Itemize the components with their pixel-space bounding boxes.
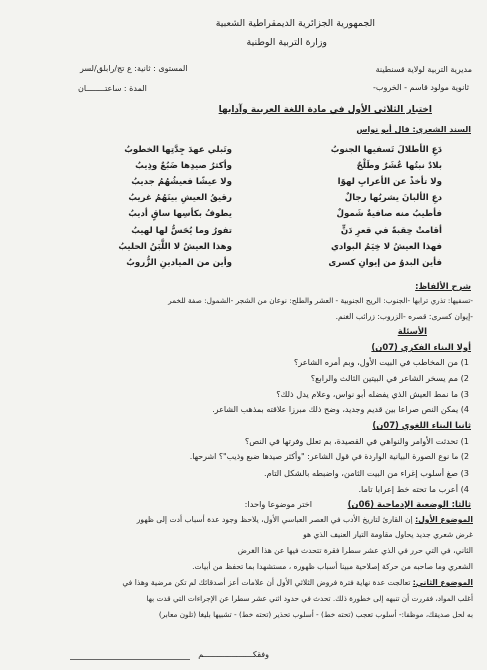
section1-q3: 3) ما نمط العيش الذي يفضله أبو نواس، وعلام يدل ذلك؟ [276,389,469,399]
topic1-line1: إن القارئ لتاريخ الأدب في العصر العباسي الأول، يلاحظ وجود عدة أسباب أدت إلى ظهور [136,515,413,524]
republic-title: الجمهورية الجزائرية الديمقراطية الشعبية [215,18,375,29]
footer-sign: وفقكـــــــــــــــــــــم [198,650,269,659]
section3-intro: اختر موضوعا واحدا: [244,499,312,509]
topic1-block [137,515,473,524]
verse-right-6: أقامتْ حِقبةً في قعرِ دَنٍّ [340,226,442,236]
section2-q1: 1) تحدثت الأوامر والنواهي في القصيدة، بم تعلل وفرتها في النص؟ [244,436,469,446]
topic1-line2: غرض شعري جديد يحاول مقاومة التيار العنيف الذي هو [303,530,473,539]
section2-title: ثانيا البناء اللغوي (07ن) [372,420,471,430]
topic2-block [122,578,473,587]
verse-right-8: فأين البدوُ من إيوانِ كسرى [328,258,442,268]
duration-label: المدة : ساعتــــــــان [78,84,147,93]
directorate-label: مديرية التربية لولاية قسنطينة [375,65,472,74]
level-label: المستوى : ثانية: ع تج/رابلق/لسر [80,64,188,73]
section3-title: ثالثا: الوضعية الإدماجية (06ن) [347,499,471,509]
topic2-line2: أغلب المواد، فقررت أن تنبهه إلى خطورة ذلك. تحدث في حدود اثني عشر سطرا عن الإجراءات التي قدت بها [146,594,473,603]
topic2-label: الموضوع الثاني: [412,578,473,587]
topic1-label: الموضوع الأول: [415,515,473,524]
verse-right-3: ولا تأخذْ عن الأعرابِ لهوًا [337,177,442,187]
section2-q4: 4) أعرب ما تحته خط إعرابا تاما. [358,484,469,494]
exam-title: اختبار الثلاثي الأول في مادة اللغة العربية وآدابها [218,105,432,115]
section2-q3: 3) صغ أسلوب إغراء من البيت الثامن، واضبطه بالشكل التام. [264,468,469,478]
verse-left-3: ولا عيشًا فعيشُهُمُ جديبُ [131,177,232,187]
verse-left-6: تفورُ وما يُحَسُّ لها لهيبُ [131,226,232,236]
topic2-line3: به لحل صديقك، موظفا:- أسلوب تعجب (تحته خط) - أسلوب تحذير (تحته خط) - تشبيها بليغا (تلون معابر) [158,610,473,619]
verse-right-2: بلادٌ نبتُها عُشَرٌ وطَلْحٌ [356,161,442,171]
footer-line [70,659,190,660]
verse-right-1: دَعِ الأطلالَ تَسفيها الجنوبُ [330,145,442,155]
verse-left-8: وأين من الميادينِ الزُّروبُ [126,258,232,268]
verse-right-5: فأطيبُ منه صافيةٌ شَمولٌ [336,209,442,219]
verse-left-7: وهذا العيشُ لا اللَّبَنُ الحليبُ [118,242,232,252]
verse-right-7: فهذا العيشُ لا خِيَمُ البوادي [331,242,442,252]
vocab-title: شرح الألفاظ: [415,281,471,291]
vocab-line-1: -تسفيها: تذري ترابها -الجنوب: الريح الجنوبية - العشر والطلح: نوعان من الشجر -الشمول: صفة للخمر [168,296,473,305]
school-label: ثانوية مولود قاسم - الخروب- [373,83,469,92]
verse-left-1: وتَبلي عهدَ جِدَّتِها الخطوبُ [124,145,232,155]
ministry-title: وزارة التربية الوطنية [246,37,327,48]
section1-title: أولا البناء الفكري (07ن) [371,342,471,352]
questions-title: الأسئلة [397,326,427,336]
section1-q2: 2) مم يسخر الشاعر في البيتين الثالث والرابع؟ [310,373,469,383]
section2-q2: 2) ما نوع الصورة البيانية الواردة في قول الشاعر: "وأكثر صيدها ضبع وذيب"؟ اشرحها. [189,452,469,461]
verse-left-4: رقيقُ العيشِ بينَهُمُ غريبُ [128,193,232,203]
text-source-label: السند الشعري: قال أبو نواس [356,125,471,134]
verse-right-4: دعِ الألبانَ يشربُها رجالٌ [344,193,442,203]
topic2-line1: تعالجت عدة نهاية فترة فروض الثلاثي الأول أن علامات أعز أصدقائك لم تكن مرضية وهذا في [122,578,411,587]
verse-left-2: وأكثرُ صيدِها ضَبُعٌ وذِيبُ [135,161,232,171]
verse-left-5: يطوفُ بكأسِها ساقٍ أديبُ [128,209,232,219]
topic1-line4: الشعري وما صاحبه من حركة إصلاحية مبينا أسباب ظهوره ، مستشهدا بما تحفظ من أبيات. [192,562,473,571]
topic1-line3: الثاني، في التي حرر في الذي عشر سطرا فقرة تتحدث فيها عن هذا الغرض [237,546,473,555]
section1-q1: 1) من المخاطب في البيت الأول، وبم أمره الشاعر؟ [293,357,469,367]
section1-q4: 4) يمكن النص صراعا بين قديم وجديد، وضح ذلك مبرزا علاقته بمذهب الشاعر. [212,405,469,414]
vocab-line-2: -إيوان كسرى: قصره -الزروب: زرائب الغنم. [335,312,473,321]
